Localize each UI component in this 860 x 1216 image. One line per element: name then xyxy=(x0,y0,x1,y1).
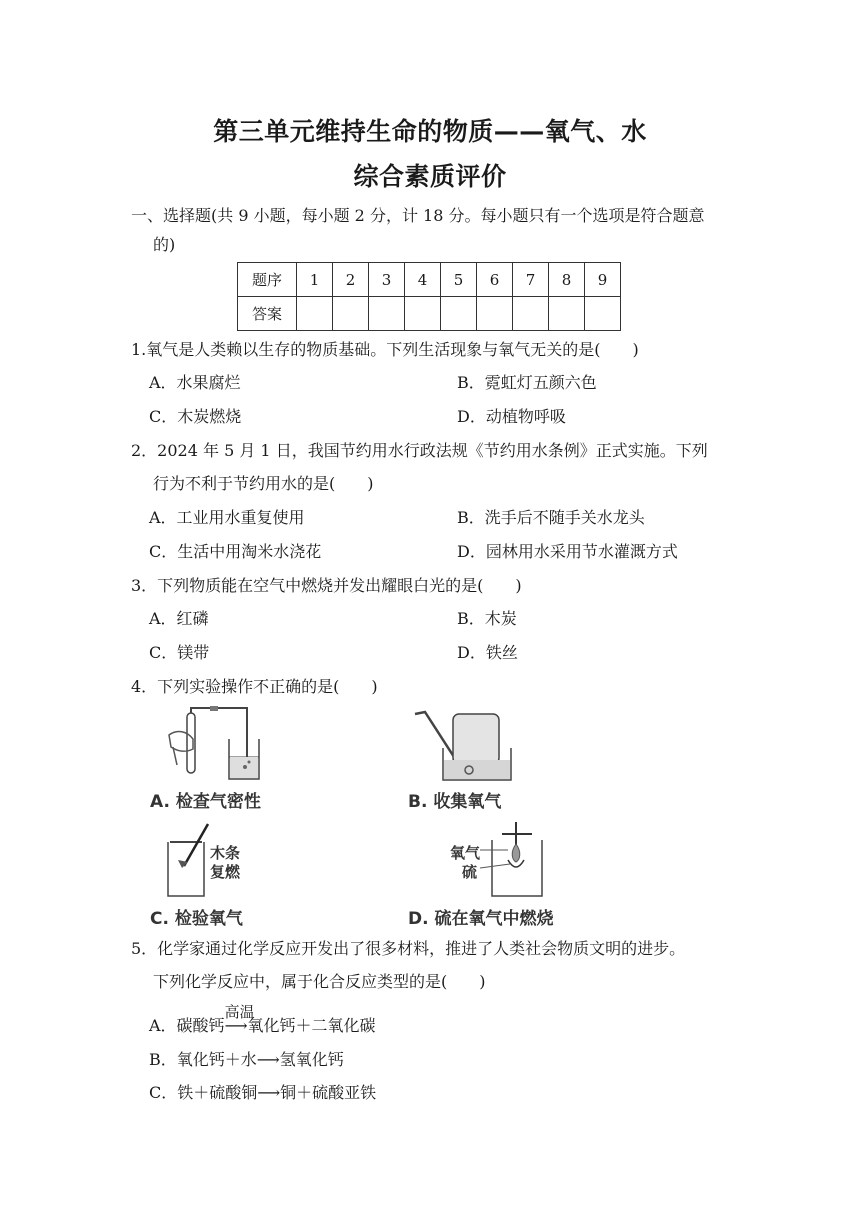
answer-cell[interactable] xyxy=(513,297,549,331)
figure-b-collect-oxygen xyxy=(405,708,515,788)
question-2-stem-cont: 行为不利于节约用水的是( ) xyxy=(153,474,374,493)
page-title: 第三单元维持生命的物质——氧气、水 xyxy=(213,117,647,146)
question-5-stem-cont: 下列化学反应中，属于化合反应类型的是( ) xyxy=(153,972,486,991)
answer-cell[interactable] xyxy=(297,297,333,331)
q3-option-c: C．镁带 xyxy=(149,643,210,662)
table-cell: 1 xyxy=(297,263,333,297)
q1-option-d: D．动植物呼吸 xyxy=(457,407,566,426)
q2-option-a: A．工业用水重复使用 xyxy=(149,508,305,527)
answer-cell[interactable] xyxy=(549,297,585,331)
q5-option-a-prefix: A．碳酸钙 xyxy=(149,1016,225,1035)
figure-c-label-2: 复燃 xyxy=(210,863,241,881)
q1-option-a: A．水果腐烂 xyxy=(149,373,241,392)
question-3-stem: 3．下列物质能在空气中燃烧并发出耀眼白光的是( ) xyxy=(131,576,522,595)
table-cell: 6 xyxy=(477,263,513,297)
q5-option-a xyxy=(149,1003,376,1037)
question-4-stem: 4．下列实验操作不正确的是( ) xyxy=(131,677,378,696)
answer-cell[interactable] xyxy=(405,297,441,331)
table-cell: 3 xyxy=(369,263,405,297)
question-2-stem: 2．2024 年 5 月 1 日，我国节约用水行政法规《节约用水条例》正式实施。下列 xyxy=(131,441,708,460)
figure-a-caption: A. 检查气密性 xyxy=(150,792,261,812)
table-row xyxy=(238,297,621,331)
table-header-cell: 答案 xyxy=(238,297,297,331)
q2-option-c: C．生活中用淘米水浇花 xyxy=(149,542,322,561)
q5-option-a-suffix: 氧化钙＋二氧化碳 xyxy=(247,1016,376,1035)
question-5-stem: 5．化学家通过化学反应开发出了很多材料，推进了人类社会物质文明的进步。 xyxy=(131,939,686,958)
figure-d-label-1: 氧气 xyxy=(450,844,481,862)
q3-option-d: D．铁丝 xyxy=(457,643,518,662)
q1-option-b: B．霓虹灯五颜六色 xyxy=(457,373,597,392)
figure-b-caption: B. 收集氧气 xyxy=(408,792,502,812)
q5-option-b: B．氧化钙＋水⟶氢氧化钙 xyxy=(149,1050,344,1069)
q2-option-d: D．园林用水采用节水灌溉方式 xyxy=(457,542,678,561)
q3-option-b: B．木炭 xyxy=(457,609,517,628)
table-cell: 2 xyxy=(333,263,369,297)
answer-table xyxy=(237,262,621,331)
table-header-cell: 题序 xyxy=(238,263,297,297)
figure-d-label-2: 硫 xyxy=(462,863,478,881)
table-cell: 4 xyxy=(405,263,441,297)
figure-a-airtightness xyxy=(155,705,275,785)
q2-option-b: B．洗手后不随手关水龙头 xyxy=(457,508,645,527)
reaction-condition: 高温 xyxy=(224,1003,255,1021)
page-subtitle: 综合素质评价 xyxy=(353,162,507,191)
q5-option-c: C．铁＋硫酸铜⟶铜＋硫酸亚铁 xyxy=(149,1083,377,1102)
figure-c-caption: C. 检验氧气 xyxy=(150,909,243,929)
figure-d-caption: D. 硫在氧气中燃烧 xyxy=(408,909,554,929)
answer-cell[interactable] xyxy=(585,297,621,331)
answer-cell[interactable] xyxy=(441,297,477,331)
figure-c-label-1: 木条 xyxy=(210,844,241,862)
table-cell: 7 xyxy=(513,263,549,297)
answer-cell[interactable] xyxy=(369,297,405,331)
answer-cell[interactable] xyxy=(477,297,513,331)
reaction-arrow: 高温 ⟶ xyxy=(224,1003,255,1035)
q1-option-c: C．木炭燃烧 xyxy=(149,407,242,426)
answer-cell[interactable] xyxy=(333,297,369,331)
table-cell: 9 xyxy=(585,263,621,297)
q3-option-a: A．红磷 xyxy=(149,609,209,628)
table-cell: 8 xyxy=(549,263,585,297)
question-1-stem: 1.氧气是人类赖以生存的物质基础。下列生活现象与氧气无关的是( ) xyxy=(131,340,639,359)
table-row xyxy=(238,263,621,297)
figure-d-sulfur-burning xyxy=(480,822,560,902)
table-cell: 5 xyxy=(441,263,477,297)
section-heading: 一、选择题(共 9 小题，每小题 2 分，计 18 分。每小题只有一个选项是符合题意 xyxy=(131,206,705,225)
section-heading-cont: 的) xyxy=(153,235,176,254)
